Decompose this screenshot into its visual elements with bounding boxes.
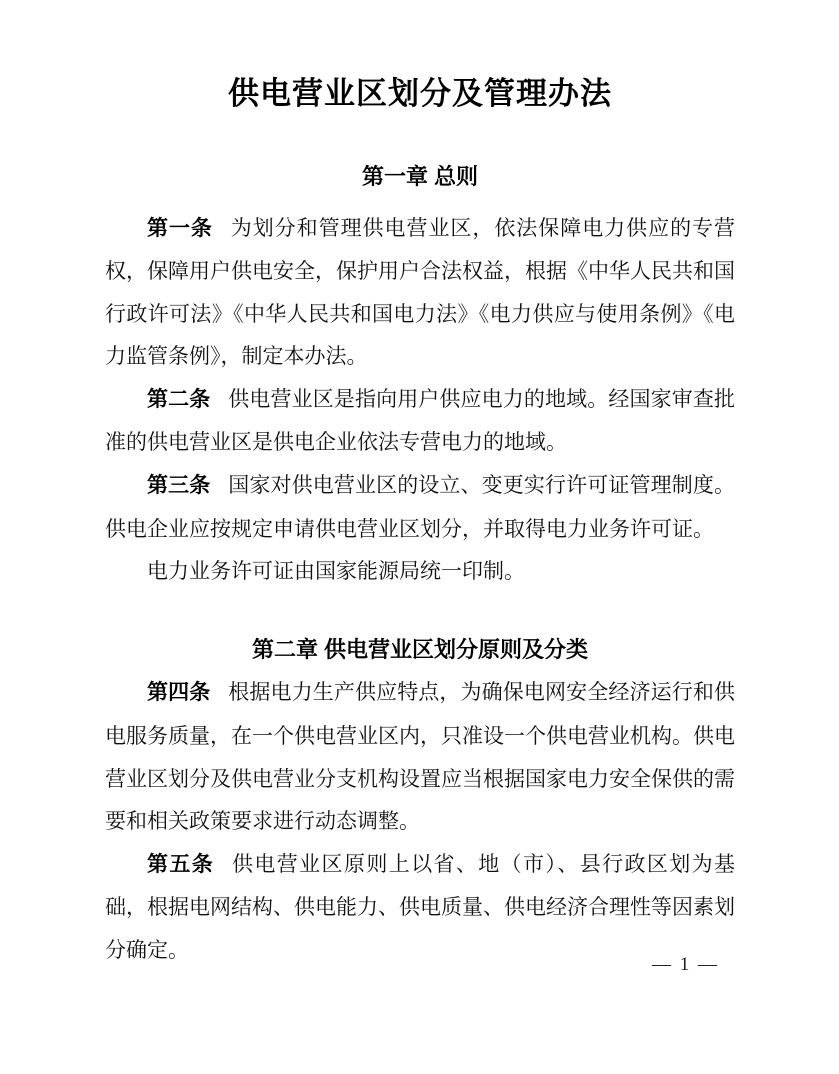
article-2-paragraph	[105, 378, 735, 464]
chapter-2-section	[105, 629, 736, 975]
article-1-label: 第一条	[147, 216, 213, 240]
chapter-1-body	[105, 207, 735, 593]
article-3-paragraph	[105, 464, 735, 550]
article-2-text: 供电营业区是指向用户供应电力的地域。经国家审查批准的供电营业区是供电企业依法专营电力的地域。	[105, 386, 736, 455]
chapter-1-heading: 第一章 总则	[361, 164, 479, 189]
page-number: — 1 —	[652, 954, 719, 975]
chapter-2-body	[105, 671, 735, 971]
article-2-label: 第二条	[147, 387, 211, 411]
document-title: 供电营业区划分及管理办法	[228, 76, 612, 111]
article-4-paragraph	[105, 671, 735, 842]
article-5-text: 供电营业区原则上以省、地（市）、县行政区划为基础，根据电网结构、供电能力、供电质量、供电经济合理性等因素划分确定。	[105, 851, 736, 962]
article-5-label: 第五条	[147, 852, 215, 876]
article-3-label: 第三条	[147, 474, 211, 498]
document-content	[105, 0, 736, 975]
article-1-paragraph	[105, 207, 735, 378]
article-4-label: 第四条	[147, 681, 211, 705]
article-3-continuation-text: 电力业务许可证由国家能源局统一印制。	[147, 559, 525, 584]
article-1-text: 为划分和管理供电营业区，依法保障电力供应的专营权，保障用户供电安全，保护用户合法权益，根据《中华人民共和国行政许可法》《中华人民共和国电力法》《电力供应与使用条例》《电力监管条例》，制定本办法。	[105, 215, 736, 369]
article-3-continuation-paragraph	[105, 550, 735, 593]
chapter-1-section	[105, 156, 735, 593]
article-5-paragraph	[105, 843, 736, 975]
article-3-text: 国家对供电营业区的设立、变更实行许可证管理制度。供电企业应按规定申请供电营业区划分，并取得电力业务许可证。	[105, 473, 736, 541]
article-4-text: 根据电力生产供应特点，为确保电网安全经济运行和供电服务质量，在一个供电营业区内，只准设一个供电营业机构。供电营业区划分及供电营业分支机构设置应当根据国家电力安全保供的需要和相关政策要求进行动态调整。	[105, 680, 736, 834]
chapter-2-heading: 第二章 供电营业区划分原则及分类	[251, 636, 589, 662]
